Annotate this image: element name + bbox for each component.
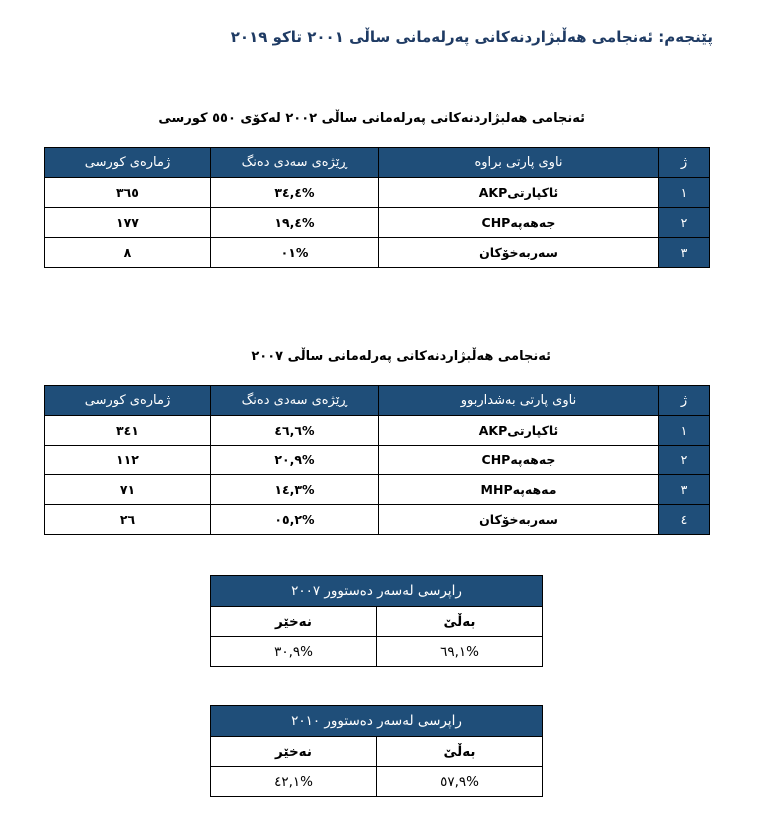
- election-2002-table: [44, 147, 710, 268]
- table-row: [45, 475, 710, 505]
- table-header-row: [45, 386, 710, 416]
- no-label: نەخێر: [211, 737, 377, 767]
- header-party: ناوی پارتی بەشداربوو: [379, 386, 659, 416]
- table-row: [45, 238, 710, 268]
- referendum-2007-table: [210, 575, 543, 667]
- row-number: ٢: [659, 445, 710, 475]
- table-row: [45, 415, 710, 445]
- seat-count: ٧١: [45, 475, 211, 505]
- header-number: ژ: [659, 148, 710, 178]
- vote-share: %٠١: [211, 238, 379, 268]
- no-label: نەخێر: [211, 607, 377, 637]
- party-name: جەهەپەCHP: [379, 445, 659, 475]
- vote-share: %١٤,٣: [211, 475, 379, 505]
- referendum-2010-title: راپرسی لەسەر دەستوور ٢٠١٠: [211, 706, 543, 737]
- row-number: ١: [659, 415, 710, 445]
- no-value: %٤٢,١: [211, 767, 377, 797]
- election-2007-table: [44, 385, 710, 535]
- referendum-2007-title: راپرسی لەسەر دەستوور ٢٠٠٧: [211, 576, 543, 607]
- header-vote-share: ڕێژەی سەدی دەنگ: [211, 386, 379, 416]
- seat-count: ١١٢: [45, 445, 211, 475]
- vote-share: %٤٦,٦: [211, 415, 379, 445]
- page-heading: پێنجەم: ئەنجامی هەڵبژاردنەکانی پەرلەمانی ساڵی ٢٠٠١ تاکو ٢٠١٩: [230, 28, 713, 46]
- party-name: ئاکپارتیAKP: [379, 178, 659, 208]
- election-2007-caption: ئەنجامی هەڵبژاردنەکانی پەرلەمانی ساڵی ٢٠٠٧: [251, 349, 551, 364]
- header-seats: ژمارەی کورسی: [45, 148, 211, 178]
- party-name: سەربەخۆکان: [379, 505, 659, 535]
- vote-share: %٠٥,٢: [211, 505, 379, 535]
- seat-count: ٨: [45, 238, 211, 268]
- table-row: [45, 178, 710, 208]
- party-name: جەهەپەCHP: [379, 208, 659, 238]
- party-name: ئاکپارتیAKP: [379, 415, 659, 445]
- row-number: ٣: [659, 475, 710, 505]
- header-seats: ژمارەی کورسی: [45, 386, 211, 416]
- row-number: ١: [659, 178, 710, 208]
- vote-share: %٣٤,٤: [211, 178, 379, 208]
- row-number: ٤: [659, 505, 710, 535]
- referendum-2010-table: [210, 705, 543, 797]
- table-row: [45, 208, 710, 238]
- row-number: ٢: [659, 208, 710, 238]
- election-2002-caption: ئەنجامی هەلبژاردنەکانی پەرلەمانی ساڵی ٢٠٠٢ لەکۆی ٥٥٠ کورسی: [158, 111, 585, 126]
- yes-value: %٥٧,٩: [377, 767, 543, 797]
- header-vote-share: ڕێژەی سەدی دەنگ: [211, 148, 379, 178]
- party-name: سەربەخۆکان: [379, 238, 659, 268]
- vote-share: %١٩,٤: [211, 208, 379, 238]
- party-name: مەهەپەMHP: [379, 475, 659, 505]
- no-value: %٣٠,٩: [211, 637, 377, 667]
- vote-share: %٢٠,٩: [211, 445, 379, 475]
- row-number: ٣: [659, 238, 710, 268]
- header-party: ناوی پارتی براوە: [379, 148, 659, 178]
- yes-label: بەڵێ: [377, 737, 543, 767]
- seat-count: ٢٦: [45, 505, 211, 535]
- seat-count: ٣٤١: [45, 415, 211, 445]
- seat-count: ١٧٧: [45, 208, 211, 238]
- table-header-row: [45, 148, 710, 178]
- yes-label: بەڵێ: [377, 607, 543, 637]
- yes-value: %٦٩,١: [377, 637, 543, 667]
- seat-count: ٣٦٥: [45, 178, 211, 208]
- header-number: ژ: [659, 386, 710, 416]
- table-row: [45, 445, 710, 475]
- table-row: [45, 505, 710, 535]
